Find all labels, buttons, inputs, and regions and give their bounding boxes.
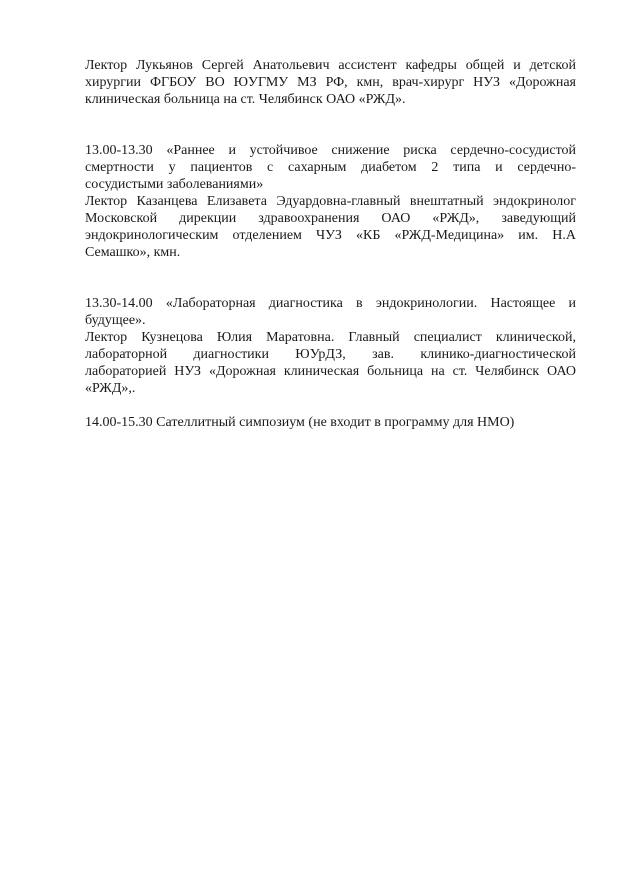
text-line: «РЖД»,. xyxy=(85,381,136,396)
text-line: лабораторной диагностики ЮУрДЗ, зав. клинико-диагностической xyxy=(85,347,576,362)
text-line: 13.30-14.00 «Лабораторная диагностика в эндокринологии. Настоящее и xyxy=(85,296,576,311)
paragraph-session-14-00 xyxy=(85,414,576,431)
text-line: Лектор Кузнецова Юлия Маратовна. Главный специалист клинической, xyxy=(85,330,576,345)
text-line: будущее». xyxy=(85,313,146,328)
text-line: хирургии ФГБОУ ВО ЮУГМУ МЗ РФ, кмн, врач-хирург НУЗ «Дорожная xyxy=(85,75,576,90)
document-text xyxy=(85,57,576,431)
text-line: Московской дирекции здравоохранения ОАО «РЖД», заведующий xyxy=(85,211,576,226)
text-line: смертности у пациентов с сахарным диабетом 2 типа и сердечно- xyxy=(85,160,576,175)
text-line: лабораторией НУЗ «Дорожная клиническая больница на ст. Челябинск ОАО xyxy=(85,364,576,379)
text-line: 14.00-15.30 Сателлитный симпозиум (не входит в программу для НМО) xyxy=(85,415,515,430)
paragraph-lecturer-lukyanov xyxy=(85,57,576,108)
blank-space xyxy=(85,397,576,414)
blank-space xyxy=(85,261,576,295)
text-line: эндокринологическим отделением ЧУЗ «КБ «РЖД-Медицина» им. Н.А xyxy=(85,228,576,243)
text-line: сосудистыми заболеваниями» xyxy=(85,177,264,192)
paragraph-lecturer-kazantseva xyxy=(85,193,576,261)
paragraph-lecturer-kuznetsova xyxy=(85,329,576,397)
blank-space xyxy=(85,108,576,142)
text-line: Семашко», кмн. xyxy=(85,245,181,260)
text-line: Лектор Казанцева Елизавета Эдуардовна-главный внештатный эндокринолог xyxy=(85,194,576,209)
text-line: Лектор Лукьянов Сергей Анатольевич ассистент кафедры общей и детской xyxy=(85,58,576,73)
text-line: 13.00-13.30 «Раннее и устойчивое снижение риска сердечно-сосудистой xyxy=(85,143,576,158)
text-line: клиническая больница на ст. Челябинск ОАО «РЖД». xyxy=(85,92,406,107)
paragraph-session-13-00 xyxy=(85,142,576,193)
paragraph-session-13-30 xyxy=(85,295,576,329)
